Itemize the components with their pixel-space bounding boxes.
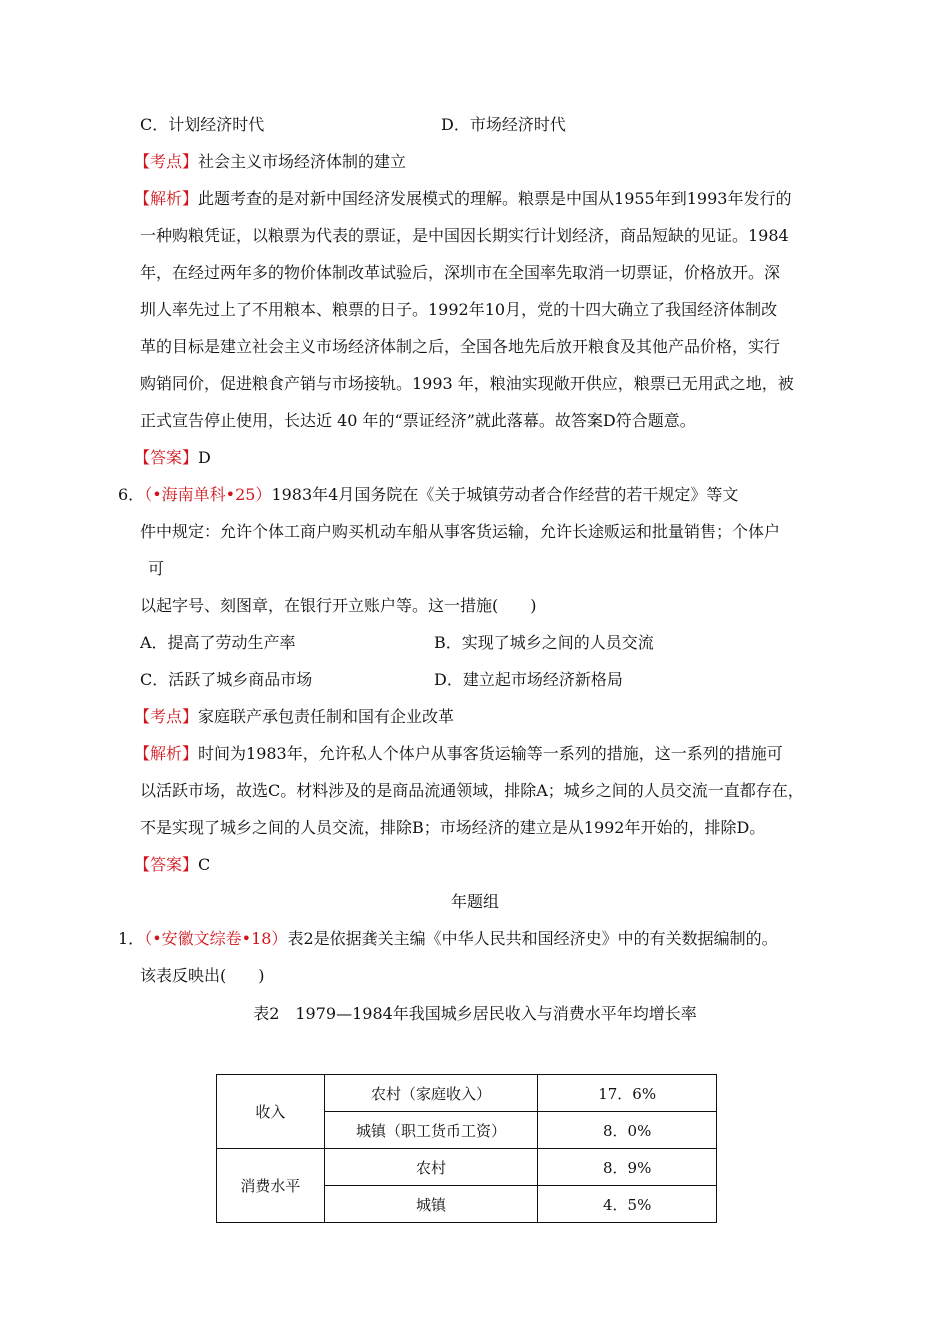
kaodian-text: 家庭联产承包责任制和国有企业改革 xyxy=(198,707,455,726)
jiexi-text: 时间为1983年，允许私人个体户从事客货运输等一系列的措施，这一系列的措施可 xyxy=(198,744,783,763)
q5-kaodian xyxy=(134,151,406,173)
daan-text: C xyxy=(198,855,211,874)
jiexi-label: 【解析】 xyxy=(134,744,199,763)
q5-jiexi-line-4: 圳人率先过上了不用粮本、粮票的日子。1992年10月，党的十四大确立了我国经济体制改 xyxy=(140,300,778,319)
q6-number: 6． xyxy=(118,485,145,504)
table-cell-value: 8．0% xyxy=(538,1112,717,1149)
q5-jiexi-line-1 xyxy=(134,188,791,210)
table-cell-value: 8．9% xyxy=(538,1149,717,1186)
daan-label: 【答案】 xyxy=(134,448,199,467)
kaodian-label: 【考点】 xyxy=(134,152,199,171)
q5-jiexi-line-5: 革的目标是建立社会主义市场经济体制之后，全国各地先后放开粮食及其他产品价格，实行 xyxy=(140,337,781,356)
q1-stem-line-2: 该表反映出( ) xyxy=(140,966,265,985)
q6-source: （•海南单科•25） xyxy=(144,485,272,504)
q5-jiexi-line-6: 购销同价，促进粮食产销与市场接轨。1993 年，粮油实现敞开供应，粮票已无用武之地，被 xyxy=(140,374,794,393)
table-cell-item: 农村（家庭收入） xyxy=(324,1075,538,1112)
q6-option-d: D．建立起市场经济新格局 xyxy=(434,670,623,689)
q5-option-d: D．市场经济时代 xyxy=(441,115,566,134)
q5-jiexi-line-3: 年，在经过两年多的物价体制改革试验后，深圳市在全国率先取消一切票证，价格放开。深 xyxy=(140,263,781,282)
table-row xyxy=(217,1075,717,1112)
kaodian-label: 【考点】 xyxy=(134,707,199,726)
q6-stem-line-4: 以起字号、刻图章，在银行开立账户等。这一措施( ) xyxy=(140,596,537,615)
q5-option-c: C．计划经济时代 xyxy=(140,115,265,134)
q6-option-b: B．实现了城乡之间的人员交流 xyxy=(434,633,654,652)
table-cell-item: 城镇（职工货币工资） xyxy=(324,1112,538,1149)
daan-label: 【答案】 xyxy=(134,855,199,874)
q6-kaodian xyxy=(134,706,454,728)
jiexi-text: 此题考查的是对新中国经济发展模式的理解。粮票是中国从1955年到1993年发行的 xyxy=(198,189,792,208)
row-group-income: 收入 xyxy=(217,1075,325,1149)
q6-jiexi-line-3: 不是实现了城乡之间的人员交流，排除B；市场经济的建立是从1992年开始的，排除D。 xyxy=(140,818,766,837)
jiexi-label: 【解析】 xyxy=(134,189,199,208)
q6-daan xyxy=(134,854,210,876)
q5-jiexi-line-2: 一种购粮凭证，以粮票为代表的票证，是中国因长期实行计划经济，商品短缺的见证。1984 xyxy=(140,226,789,245)
q1-number: 1． xyxy=(118,929,145,948)
q1-stem-line-1 xyxy=(118,928,778,950)
data-table xyxy=(216,1074,717,1223)
table-cell-item: 城镇 xyxy=(324,1186,538,1223)
q6-jiexi-line-2: 以活跃市场，故选C。材料涉及的是商品流通领域，排除A；城乡之间的人员交流一直都存在， xyxy=(140,781,804,800)
kaodian-text: 社会主义市场经济体制的建立 xyxy=(198,152,407,171)
q1-stem-text: 表2是依据龚关主编《中华人民共和国经济史》中的有关数据编制的。 xyxy=(287,929,778,948)
q6-stem-line-2: 件中规定：允许个体工商户购买机动车船从事客货运输，允许长途贩运和批量销售；个体户 xyxy=(140,522,781,541)
q6-option-c: C．活跃了城乡商品市场 xyxy=(140,670,313,689)
q6-stem-text: 1983年4月国务院在《关于城镇劳动者合作经营的若干规定》等文 xyxy=(271,485,739,504)
q6-stem-line-3: 可 xyxy=(148,559,165,578)
table-cell-item: 农村 xyxy=(324,1149,538,1186)
table-caption: 表2 1979—1984年我国城乡居民收入与消费水平年均增长率 xyxy=(253,1004,697,1023)
daan-text: D xyxy=(198,448,211,467)
q6-option-a: A．提高了劳动生产率 xyxy=(140,633,296,652)
q1-source: （•安徽文综卷•18） xyxy=(144,929,288,948)
q6-stem-line-1 xyxy=(118,484,738,506)
table-row xyxy=(217,1149,717,1186)
table-cell-value: 4．5% xyxy=(538,1186,717,1223)
row-group-consumption: 消费水平 xyxy=(217,1149,325,1223)
q5-jiexi-line-7: 正式宣告停止使用，长达近 40 年的“票证经济”就此落幕。故答案D符合题意。 xyxy=(140,411,696,430)
q6-jiexi-line-1 xyxy=(134,743,783,765)
table-cell-value: 17．6% xyxy=(538,1075,717,1112)
q5-daan xyxy=(134,447,211,469)
group-title: 年题组 xyxy=(450,892,499,911)
